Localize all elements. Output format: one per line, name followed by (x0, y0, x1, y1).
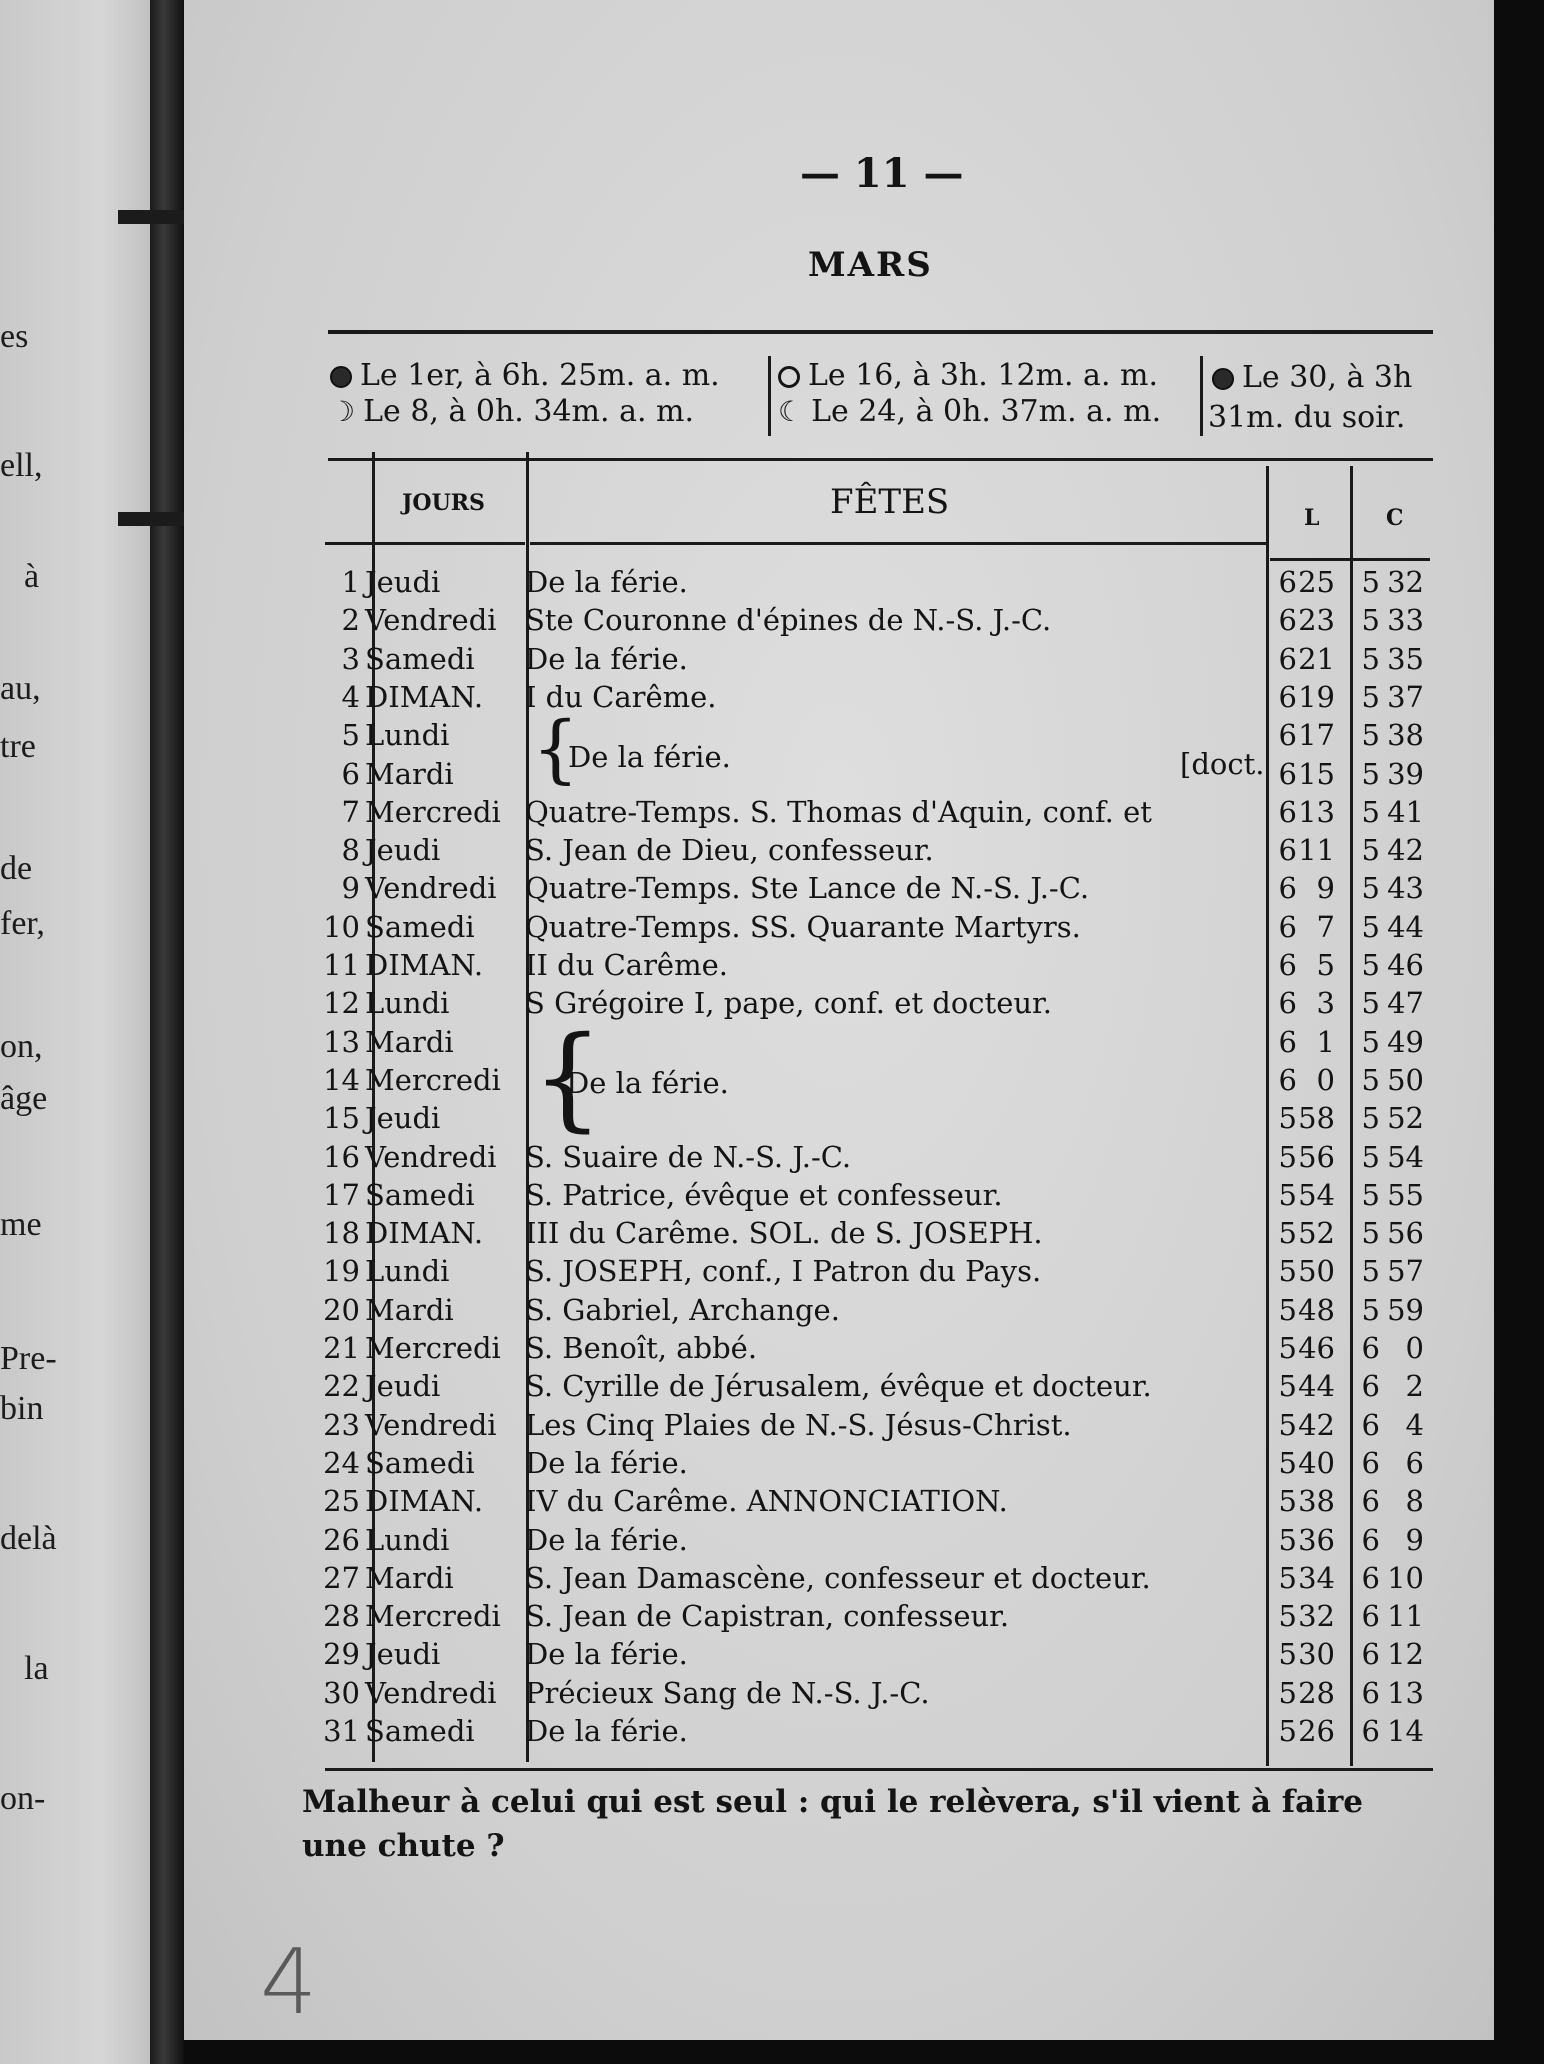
fragment: on- (0, 1780, 46, 1817)
sunset-hour: 6 (1361, 1369, 1380, 1403)
day-number: 24 (323, 1446, 360, 1480)
sunrise-hour: 5 (1278, 1637, 1297, 1671)
day-number: 12 (323, 986, 360, 1020)
day-name: Lundi (365, 1523, 450, 1557)
sunset-minute: 44 (1387, 910, 1424, 944)
table-row (300, 1216, 1440, 1254)
day-number: 27 (323, 1561, 360, 1595)
feast: S. Benoît, abbé. (525, 1331, 758, 1365)
day-name: Jeudi (365, 1369, 441, 1403)
sunrise-hour: 6 (1278, 948, 1297, 982)
sunset-minute: 42 (1387, 833, 1424, 867)
table-row (300, 833, 1440, 871)
table-row (300, 1369, 1440, 1407)
table-row (300, 1561, 1440, 1599)
sunset-minute: 9 (1405, 1523, 1424, 1557)
sunset-minute: 4 (1405, 1408, 1424, 1442)
table-row (300, 565, 1440, 603)
sunrise-hour: 6 (1278, 565, 1297, 599)
sunset-hour: 6 (1361, 1637, 1380, 1671)
feast: De la férie. (525, 1714, 688, 1748)
table-row (300, 642, 1440, 680)
brace-days-13-15: { (532, 1013, 604, 1143)
table-row (300, 1523, 1440, 1561)
sunset-hour: 5 (1361, 795, 1380, 829)
moon-phase-entry: ☾ Le 24, à 0h. 37m. a. m. (778, 394, 1162, 429)
sunrise-minute: 48 (1298, 1293, 1335, 1327)
day-name: Samedi (365, 642, 475, 676)
sunrise-hour: 5 (1278, 1140, 1297, 1174)
sunset-minute: 37 (1387, 680, 1424, 714)
sunset-minute: 39 (1387, 757, 1424, 791)
sunrise-hour: 5 (1278, 1216, 1297, 1250)
day-name: Jeudi (365, 833, 441, 867)
feast: [doct. (1180, 747, 1265, 781)
day-name: DIMAN. (365, 680, 484, 714)
sunrise-minute: 7 (1316, 910, 1335, 944)
sunrise-hour: 5 (1278, 1484, 1297, 1518)
sunset-hour: 5 (1361, 986, 1380, 1020)
sunset-hour: 6 (1361, 1599, 1380, 1633)
day-name: Vendredi (365, 1408, 497, 1442)
sunset-hour: 5 (1361, 1101, 1380, 1135)
header-coucher: C (1386, 505, 1404, 531)
brace-days-5-6: { (532, 706, 580, 792)
sunset-minute: 56 (1387, 1216, 1424, 1250)
bottom-rule (325, 1768, 1433, 1771)
fragment: âge (0, 1080, 48, 1117)
day-number: 11 (323, 948, 360, 982)
day-number: 23 (323, 1408, 360, 1442)
table-row (300, 1293, 1440, 1331)
day-number: 16 (323, 1140, 360, 1174)
first-quarter-icon: ☽ (330, 395, 356, 428)
feast: De la férie. (525, 642, 688, 676)
sunset-minute: 41 (1387, 795, 1424, 829)
sunset-hour: 5 (1361, 718, 1380, 752)
day-name: Samedi (365, 910, 475, 944)
day-name: Mercredi (365, 795, 501, 829)
sunrise-hour: 5 (1278, 1101, 1297, 1135)
sunset-minute: 2 (1405, 1369, 1424, 1403)
fragment: fer, (0, 905, 45, 942)
last-quarter-icon: ☾ (778, 395, 804, 428)
sunset-minute: 14 (1387, 1714, 1424, 1748)
sunset-hour: 5 (1361, 833, 1380, 867)
day-name: Jeudi (365, 565, 441, 599)
day-name: Lundi (365, 986, 450, 1020)
feast: S. Jean de Capistran, confesseur. (525, 1599, 1010, 1633)
sunset-minute: 32 (1387, 565, 1424, 599)
feast: IV du Carême. ANNONCIATION. (525, 1484, 1008, 1518)
sunset-hour: 5 (1361, 948, 1380, 982)
day-number: 28 (323, 1599, 360, 1633)
sunset-hour: 6 (1361, 1484, 1380, 1518)
sunrise-minute: 11 (1298, 833, 1335, 867)
sunset-minute: 11 (1387, 1599, 1424, 1633)
feast: S. Jean Damascène, confesseur et docteur. (525, 1561, 1151, 1595)
day-name: Samedi (365, 1714, 475, 1748)
day-name: Jeudi (365, 1637, 441, 1671)
sunset-minute: 54 (1387, 1140, 1424, 1174)
feast: S Grégoire I, pape, conf. et docteur. (525, 986, 1052, 1020)
day-name: DIMAN. (365, 1484, 484, 1518)
sunset-minute: 43 (1387, 871, 1424, 905)
day-name: Jeudi (365, 1101, 441, 1135)
sunrise-minute: 0 (1316, 1063, 1335, 1097)
day-name: Lundi (365, 1254, 450, 1288)
sunrise-minute: 56 (1298, 1140, 1335, 1174)
header-rule (325, 542, 375, 545)
table-row (300, 1676, 1440, 1714)
table-row (300, 1101, 1440, 1139)
sunrise-hour: 6 (1278, 871, 1297, 905)
fragment: me (0, 1206, 42, 1243)
sunrise-hour: 6 (1278, 642, 1297, 676)
table-row (300, 747, 1440, 795)
table-row (300, 948, 1440, 986)
day-number: 3 (341, 642, 360, 676)
sunset-hour: 6 (1361, 1714, 1380, 1748)
day-number: 1 (341, 565, 360, 599)
sunset-hour: 6 (1361, 1446, 1380, 1480)
sunrise-hour: 5 (1278, 1178, 1297, 1212)
sunset-hour: 6 (1361, 1523, 1380, 1557)
day-number: 19 (323, 1254, 360, 1288)
sunset-minute: 55 (1387, 1178, 1424, 1212)
sunrise-hour: 6 (1278, 757, 1297, 791)
fragment: au, (0, 670, 41, 707)
day-name: DIMAN. (365, 948, 484, 982)
day-name: Mercredi (365, 1063, 501, 1097)
feast: Ste Couronne d'épines de N.-S. J.-C. (525, 603, 1052, 637)
handwritten-number: 4 (260, 1930, 318, 2035)
feast: De la férie. (525, 1637, 688, 1671)
table-row (300, 1599, 1440, 1637)
sunset-hour: 5 (1361, 1178, 1380, 1212)
sunset-hour: 6 (1361, 1561, 1380, 1595)
book-spine (150, 0, 184, 2064)
table-row (300, 1714, 1440, 1752)
day-number: 7 (341, 795, 360, 829)
sunset-hour: 5 (1361, 1063, 1380, 1097)
sunrise-minute: 30 (1298, 1637, 1335, 1671)
sunset-minute: 52 (1387, 1101, 1424, 1135)
sunrise-minute: 34 (1298, 1561, 1335, 1595)
merged-feast: De la férie. (566, 1066, 729, 1100)
day-number: 25 (323, 1484, 360, 1518)
feast: S. Suaire de N.-S. J.-C. (525, 1140, 852, 1174)
sunset-minute: 49 (1387, 1025, 1424, 1059)
day-number: 9 (341, 871, 360, 905)
day-number: 10 (323, 910, 360, 944)
day-number: 21 (323, 1331, 360, 1365)
sunrise-hour: 6 (1278, 718, 1297, 752)
table-row (300, 1254, 1440, 1292)
sunset-minute: 35 (1387, 642, 1424, 676)
sunrise-minute: 9 (1316, 871, 1335, 905)
fragment: à (24, 558, 40, 595)
sunrise-minute: 38 (1298, 1484, 1335, 1518)
moon-phase-entry: Le 16, à 3h. 12m. a. m. (778, 360, 1158, 392)
fragment: delà (0, 1520, 57, 1557)
sunrise-hour: 6 (1278, 1063, 1297, 1097)
table-row (300, 986, 1440, 1024)
sunrise-hour: 5 (1278, 1676, 1297, 1710)
merged-feast: De la férie. (568, 740, 731, 774)
feast: S. Patrice, évêque et confesseur. (525, 1178, 1003, 1212)
fragment: es (0, 318, 29, 355)
sunrise-hour: 5 (1278, 1254, 1297, 1288)
sunrise-minute: 52 (1298, 1216, 1335, 1250)
table-row (300, 1484, 1440, 1522)
table-row (300, 1331, 1440, 1369)
header-jours: JOURS (402, 490, 485, 516)
feast: Quatre-Temps. S. Thomas d'Aquin, conf. et (525, 795, 1152, 829)
table-row (300, 1446, 1440, 1484)
fragment: tre (0, 728, 36, 765)
feast: S. Jean de Dieu, confesseur. (525, 833, 934, 867)
day-name: DIMAN. (365, 1216, 484, 1250)
day-number: 26 (323, 1523, 360, 1557)
day-name: Mercredi (365, 1331, 501, 1365)
feast: Précieux Sang de N.-S. J.-C. (525, 1676, 930, 1710)
header-lever: L (1304, 505, 1320, 531)
sunset-minute: 8 (1405, 1484, 1424, 1518)
sunrise-hour: 5 (1278, 1523, 1297, 1557)
sunrise-hour: 6 (1278, 603, 1297, 637)
feast: S. JOSEPH, conf., I Patron du Pays. (525, 1254, 1042, 1288)
sunset-minute: 6 (1405, 1446, 1424, 1480)
sunrise-hour: 6 (1278, 795, 1297, 829)
day-number: 18 (323, 1216, 360, 1250)
moon-rule (328, 458, 1433, 461)
day-name: Samedi (365, 1446, 475, 1480)
sunset-hour: 5 (1361, 642, 1380, 676)
sunrise-minute: 36 (1298, 1523, 1335, 1557)
day-name: Vendredi (365, 1676, 497, 1710)
sunrise-hour: 6 (1278, 680, 1297, 714)
sunset-hour: 5 (1361, 1140, 1380, 1174)
table-row (300, 910, 1440, 948)
sunrise-minute: 21 (1298, 642, 1335, 676)
sunset-hour: 6 (1361, 1331, 1380, 1365)
sunset-hour: 5 (1361, 680, 1380, 714)
day-number: 22 (323, 1369, 360, 1403)
sunrise-minute: 19 (1298, 680, 1335, 714)
sunset-minute: 50 (1387, 1063, 1424, 1097)
day-number: 15 (323, 1101, 360, 1135)
sunrise-minute: 58 (1298, 1101, 1335, 1135)
sunset-hour: 5 (1361, 871, 1380, 905)
sunset-hour: 5 (1361, 1025, 1380, 1059)
sunrise-minute: 44 (1298, 1369, 1335, 1403)
sunset-hour: 6 (1361, 1408, 1380, 1442)
sunrise-minute: 28 (1298, 1676, 1335, 1710)
moon-divider (1200, 356, 1203, 436)
month-title: MARS (808, 245, 933, 285)
table-row (300, 1178, 1440, 1216)
full-moon-icon (778, 366, 800, 388)
sunset-hour: 5 (1361, 565, 1380, 599)
moon-phase-entry: 31m. du soir. (1208, 400, 1406, 435)
table-row (300, 1140, 1440, 1178)
moon-phase-entry: Le 1er, à 6h. 25m. a. m. (330, 360, 720, 392)
day-name: Lundi (365, 718, 450, 752)
day-number: 14 (323, 1063, 360, 1097)
table-row (300, 1063, 1440, 1101)
sunrise-hour: 5 (1278, 1714, 1297, 1748)
sunset-minute: 57 (1387, 1254, 1424, 1288)
feast: S. Cyrille de Jérusalem, évêque et docteur. (525, 1369, 1152, 1403)
moon-divider (768, 356, 771, 436)
day-number: 20 (323, 1293, 360, 1327)
table-row (300, 1637, 1440, 1675)
day-number: 6 (341, 757, 360, 791)
day-number: 8 (341, 833, 360, 867)
sunrise-hour: 6 (1278, 1025, 1297, 1059)
fragment: Pre- (0, 1340, 57, 1377)
sunset-hour: 5 (1361, 757, 1380, 791)
feast: Quatre-Temps. SS. Quarante Martyrs. (525, 910, 1081, 944)
day-number: 5 (341, 718, 360, 752)
day-name: Mardi (365, 1561, 454, 1595)
moon-phase-entry: ☽ Le 8, à 0h. 34m. a. m. (330, 394, 695, 429)
sunset-hour: 6 (1361, 1676, 1380, 1710)
sunrise-minute: 25 (1298, 565, 1335, 599)
sunrise-hour: 6 (1278, 833, 1297, 867)
table-row (300, 718, 1440, 756)
sunset-minute: 38 (1387, 718, 1424, 752)
sunrise-minute: 5 (1316, 948, 1335, 982)
sunset-minute: 10 (1387, 1561, 1424, 1595)
motto: Malheur à celui qui est seul : qui le relèvera, s'il vient à faire une chute ? (302, 1784, 1364, 1864)
sunset-hour: 5 (1361, 1293, 1380, 1327)
sunrise-minute: 50 (1298, 1254, 1335, 1288)
sunset-hour: 5 (1361, 910, 1380, 944)
sunrise-minute: 32 (1298, 1599, 1335, 1633)
sunrise-hour: 5 (1278, 1369, 1297, 1403)
sunrise-minute: 1 (1316, 1025, 1335, 1059)
sunset-minute: 46 (1387, 948, 1424, 982)
day-name: Mardi (365, 1293, 454, 1327)
sunset-minute: 47 (1387, 986, 1424, 1020)
fragment: ell, (0, 447, 43, 484)
day-name: Samedi (365, 1178, 475, 1212)
sunrise-minute: 3 (1316, 986, 1335, 1020)
feast: II du Carême. (525, 948, 728, 982)
sunrise-hour: 6 (1278, 910, 1297, 944)
table-row (300, 680, 1440, 718)
sunrise-hour: 5 (1278, 1446, 1297, 1480)
sunrise-minute: 42 (1298, 1408, 1335, 1442)
sunset-hour: 5 (1361, 1216, 1380, 1250)
fragment: on, (0, 1028, 43, 1065)
sunset-minute: 13 (1387, 1676, 1424, 1710)
sunrise-hour: 5 (1278, 1561, 1297, 1595)
day-name: Mercredi (365, 1599, 501, 1633)
day-name: Vendredi (365, 603, 497, 637)
feast: De la férie. (525, 1523, 688, 1557)
header-fetes: FÊTES (830, 482, 950, 522)
sunset-minute: 12 (1387, 1637, 1424, 1671)
sunrise-minute: 17 (1298, 718, 1335, 752)
sunset-hour: 5 (1361, 603, 1380, 637)
header-rule (375, 542, 525, 545)
header-rule (530, 542, 1266, 545)
sunrise-minute: 54 (1298, 1178, 1335, 1212)
feast: S. Gabriel, Archange. (525, 1293, 840, 1327)
fragment: de (0, 850, 33, 887)
fragment: la (24, 1650, 49, 1687)
feast: Quatre-Temps. Ste Lance de N.-S. J.-C. (525, 871, 1090, 905)
sunset-minute: 33 (1387, 603, 1424, 637)
feast: Les Cinq Plaies de N.-S. Jésus-Christ. (525, 1408, 1072, 1442)
sunrise-hour: 5 (1278, 1599, 1297, 1633)
sunrise-hour: 5 (1278, 1331, 1297, 1365)
new-moon-icon (1212, 368, 1234, 390)
table-row (300, 603, 1440, 641)
sunrise-minute: 26 (1298, 1714, 1335, 1748)
sunrise-hour: 5 (1278, 1293, 1297, 1327)
feast: De la férie. (525, 1446, 688, 1480)
sunset-minute: 59 (1387, 1293, 1424, 1327)
page-number: — 11 — (800, 150, 964, 197)
day-number: 30 (323, 1676, 360, 1710)
sunrise-minute: 46 (1298, 1331, 1335, 1365)
sunrise-minute: 23 (1298, 603, 1335, 637)
sunrise-hour: 5 (1278, 1408, 1297, 1442)
sunset-minute: 0 (1405, 1331, 1424, 1365)
sunset-hour: 5 (1361, 1254, 1380, 1288)
day-number: 31 (323, 1714, 360, 1748)
feast: De la férie. (525, 565, 688, 599)
day-number: 13 (323, 1025, 360, 1059)
new-moon-icon (330, 366, 352, 388)
day-number: 17 (323, 1178, 360, 1212)
top-rule (328, 330, 1433, 334)
table-row (300, 795, 1440, 833)
sunrise-minute: 40 (1298, 1446, 1335, 1480)
sunrise-hour: 6 (1278, 986, 1297, 1020)
feast: III du Carême. SOL. de S. JOSEPH. (525, 1216, 1043, 1250)
table-row (300, 871, 1440, 909)
day-name: Vendredi (365, 1140, 497, 1174)
day-number: 29 (323, 1637, 360, 1671)
table-row (300, 1408, 1440, 1446)
fragment: bin (0, 1390, 44, 1427)
day-name: Mardi (365, 1025, 454, 1059)
table-row (300, 1025, 1440, 1063)
day-name: Mardi (365, 757, 454, 791)
sunrise-minute: 15 (1298, 757, 1335, 791)
day-number: 4 (341, 680, 360, 714)
feast: I du Carême. (525, 680, 717, 714)
day-name: Vendredi (365, 871, 497, 905)
moon-phase-entry: Le 30, à 3h (1212, 362, 1412, 394)
day-number: 2 (341, 603, 360, 637)
sunrise-minute: 13 (1298, 795, 1335, 829)
